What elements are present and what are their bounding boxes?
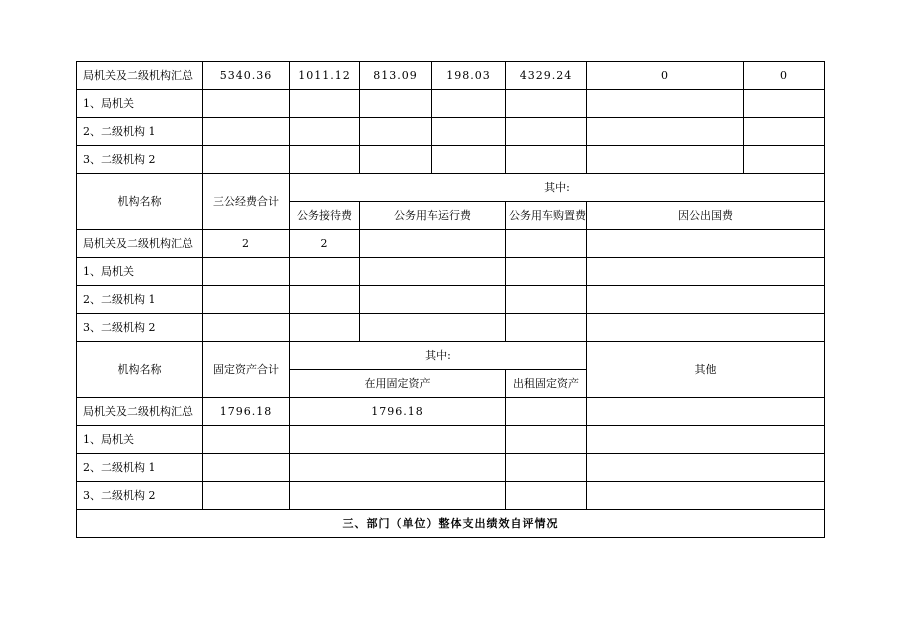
- section-row: [77, 510, 825, 538]
- table-row: [77, 62, 825, 90]
- cell-value: [203, 426, 290, 454]
- cell-value: [203, 146, 290, 174]
- cell-value: [203, 258, 290, 286]
- cell-value: [587, 90, 744, 118]
- cell-value: [587, 230, 825, 258]
- row-label: 1、局机关: [77, 426, 203, 454]
- cell-value: 4329.24: [506, 62, 587, 90]
- cell-value: 2: [290, 230, 360, 258]
- cell-value: [587, 398, 825, 426]
- column-header-reception: 公务接待费: [290, 202, 360, 230]
- table-row: [77, 482, 825, 510]
- cell-value: 2: [203, 230, 290, 258]
- cell-value: [506, 426, 587, 454]
- cell-value: [203, 314, 290, 342]
- table-header-row: [77, 342, 825, 370]
- cell-value: [506, 286, 587, 314]
- table-row: [77, 426, 825, 454]
- row-label: 3、二级机构 2: [77, 146, 203, 174]
- table-row: [77, 314, 825, 342]
- cell-value: [203, 286, 290, 314]
- cell-value: [506, 398, 587, 426]
- cell-value: [587, 258, 825, 286]
- row-label: 2、二级机构 1: [77, 454, 203, 482]
- row-label: 1、局机关: [77, 258, 203, 286]
- column-header-total: 固定资产合计: [203, 342, 290, 398]
- column-header-rented: 出租固定资产: [506, 370, 587, 398]
- cell-value: [290, 90, 360, 118]
- cell-value: [203, 482, 290, 510]
- cell-value: [506, 258, 587, 286]
- cell-value: 198.03: [432, 62, 506, 90]
- row-label: 局机关及二级机构汇总: [77, 398, 203, 426]
- table-row: [77, 286, 825, 314]
- column-header-among: 其中:: [290, 342, 587, 370]
- cell-value: [587, 286, 825, 314]
- cell-value: [587, 314, 825, 342]
- table-row: [77, 454, 825, 482]
- table-row: [77, 90, 825, 118]
- cell-value: [432, 118, 506, 146]
- cell-value: [360, 314, 506, 342]
- cell-value: [290, 258, 360, 286]
- cell-value: [506, 90, 587, 118]
- column-header-abroad: 因公出国费: [587, 202, 825, 230]
- cell-value: [587, 454, 825, 482]
- row-label: 2、二级机构 1: [77, 118, 203, 146]
- cell-value: [506, 314, 587, 342]
- table-row: [77, 258, 825, 286]
- table-header-row: [77, 174, 825, 202]
- row-label: 3、二级机构 2: [77, 314, 203, 342]
- cell-value: [506, 118, 587, 146]
- cell-value: 0: [744, 62, 825, 90]
- table-row: [77, 146, 825, 174]
- cell-value: [744, 118, 825, 146]
- cell-value: [290, 146, 360, 174]
- row-label: 1、局机关: [77, 90, 203, 118]
- table-row: [77, 398, 825, 426]
- column-header-org-name: 机构名称: [77, 342, 203, 398]
- cell-value: [360, 118, 432, 146]
- cell-value: [290, 286, 360, 314]
- cell-value: [290, 426, 506, 454]
- cell-value: 1796.18: [290, 398, 506, 426]
- cell-value: [203, 118, 290, 146]
- cell-value: [506, 230, 587, 258]
- cell-value: [290, 314, 360, 342]
- column-header-total: 三公经费合计: [203, 174, 290, 230]
- cell-value: [290, 454, 506, 482]
- cell-value: [290, 482, 506, 510]
- cell-value: [360, 258, 506, 286]
- column-header-other: 其他: [587, 342, 825, 398]
- column-header-org-name: 机构名称: [77, 174, 203, 230]
- cell-value: [744, 90, 825, 118]
- cell-value: [587, 118, 744, 146]
- cell-value: 1011.12: [290, 62, 360, 90]
- cell-value: [203, 454, 290, 482]
- table-row: [77, 230, 825, 258]
- table-row: [77, 118, 825, 146]
- cell-value: [506, 146, 587, 174]
- row-label: 局机关及二级机构汇总: [77, 62, 203, 90]
- cell-value: [360, 90, 432, 118]
- cell-value: [587, 482, 825, 510]
- cell-value: 1796.18: [203, 398, 290, 426]
- cell-value: [432, 146, 506, 174]
- cell-value: [587, 146, 744, 174]
- column-header-among: 其中:: [290, 174, 825, 202]
- section-title: 三、部门（单位）整体支出绩效自评情况: [77, 510, 825, 538]
- cell-value: [360, 230, 506, 258]
- cell-value: 0: [587, 62, 744, 90]
- column-header-vehicle-buy: 公务用车购置费: [506, 202, 587, 230]
- cell-value: [290, 118, 360, 146]
- row-label: 局机关及二级机构汇总: [77, 230, 203, 258]
- row-label: 2、二级机构 1: [77, 286, 203, 314]
- cell-value: [360, 146, 432, 174]
- cell-value: [506, 482, 587, 510]
- row-label: 3、二级机构 2: [77, 482, 203, 510]
- cell-value: 5340.36: [203, 62, 290, 90]
- cell-value: [203, 90, 290, 118]
- cell-value: 813.09: [360, 62, 432, 90]
- expenditure-table: [76, 61, 825, 538]
- cell-value: [744, 146, 825, 174]
- cell-value: [587, 426, 825, 454]
- cell-value: [432, 90, 506, 118]
- column-header-vehicle-run: 公务用车运行费: [360, 202, 506, 230]
- cell-value: [506, 454, 587, 482]
- cell-value: [360, 286, 506, 314]
- column-header-in-use: 在用固定资产: [290, 370, 506, 398]
